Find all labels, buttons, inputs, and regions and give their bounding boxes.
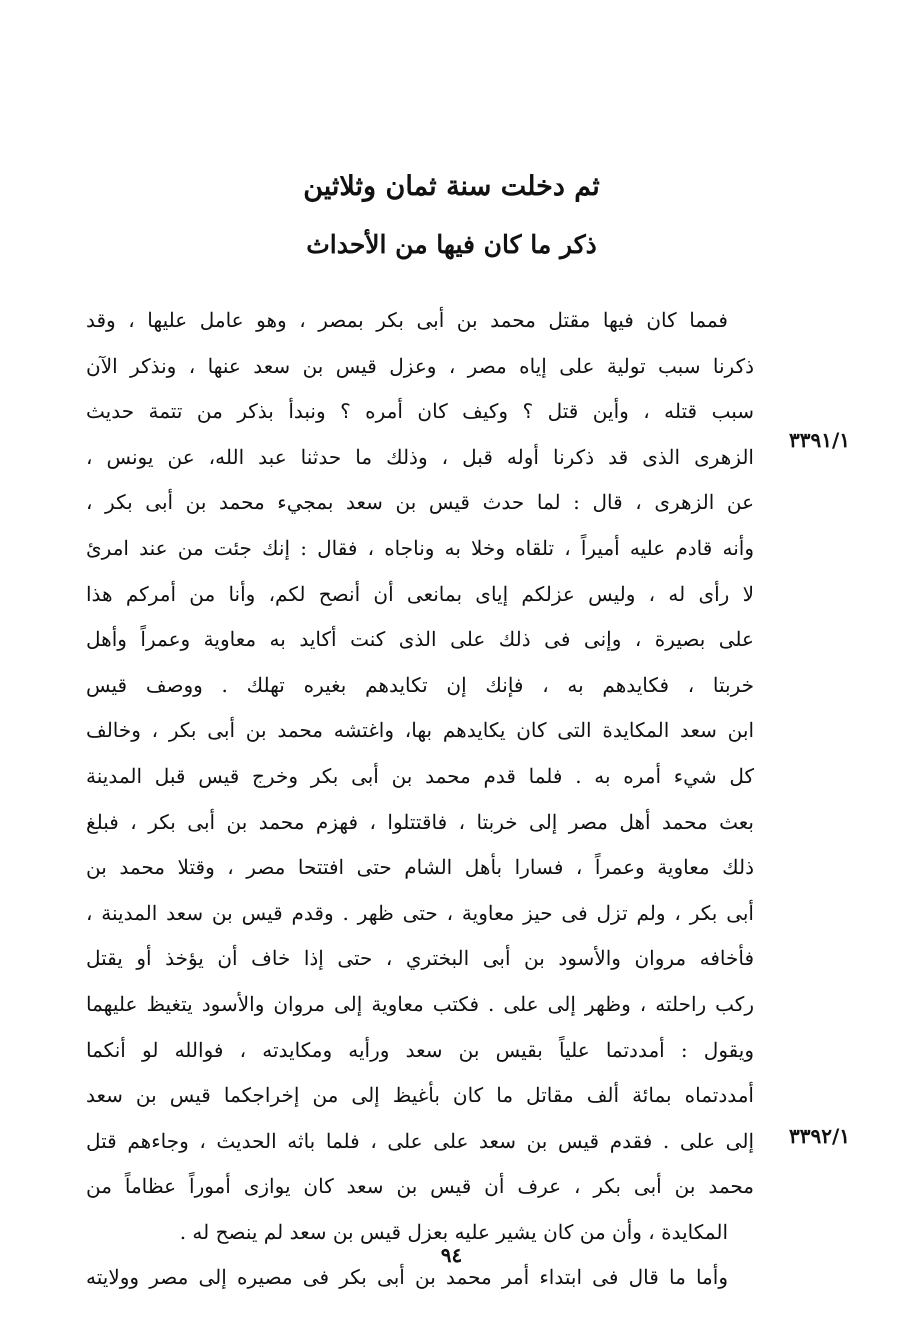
text-line: إلى على . فقدم قيس بن سعد على على ، فلما باثه الحديث ، وجاءهم قتل bbox=[86, 1128, 754, 1153]
text-line: وأما ما قال فى ابتداء أمر محمد بن أبى بكر فى مصيره إلى مصر وولايته bbox=[86, 1265, 728, 1290]
text-line: فأخافه مروان والأسود بن أبى البختري ، حتى إذا خاف أن يؤخذ أو يقتل bbox=[86, 946, 754, 971]
text-line: ركب راحلته ، وظهر إلى على . فكتب معاوية إلى مروان والأسود يتغيظ عليهما bbox=[86, 991, 754, 1016]
page-number: ٩٤ bbox=[440, 1243, 463, 1267]
section-title: ذكر ما كان فيها من الأحداث bbox=[306, 230, 597, 259]
text-line: وأنه قادم عليه أميراً ، تلقاه وخلا به وناجاه ، فقال : إنك جئت من عند امرئ bbox=[86, 535, 754, 560]
text-line: بعث محمد أهل مصر إلى خربتا ، فاقتتلوا ، فهزم محمد بن أبى بكر ، فبلغ bbox=[86, 809, 754, 834]
text-line: عن الزهرى ، قال : لما حدث قيس بن سعد بمجيء محمد بن أبى بكر ، bbox=[86, 490, 754, 515]
text-line: سبب قتله ، وأين قتل ؟ وكيف كان أمره ؟ ونبدأ بذكر من تتمة حديث bbox=[86, 399, 754, 424]
text-line: خربتا ، فكايدهم به ، فإنك إن تكايدهم بغيره تهلك . ووصف قيس bbox=[86, 672, 754, 697]
text-line: كل شيء أمره به . فلما قدم محمد بن أبى بكر وخرج قيس قبل المدينة bbox=[86, 763, 754, 788]
text-line: على بصيرة ، وإنى فى ذلك على الذى كنت أكايد به معاوية وعمراً وأهل bbox=[86, 627, 754, 652]
text-line: ذكرنا سبب تولية على إياه مصر ، وعزل قيس بن سعد عنها ، ونذكر الآن bbox=[86, 353, 754, 378]
text-line: أبى بكر ، ولم تزل فى حيز معاوية ، حتى ظهر . وقدم قيس بن سعد المدينة ، bbox=[86, 900, 754, 925]
text-line: ابن سعد المكايدة التى كان يكايدهم بها، واغتشه محمد بن أبى بكر ، وخالف bbox=[86, 718, 754, 743]
text-line: أمددتماه بمائة ألف مقاتل ما كان بأغيظ إلى من إخراجكما قيس بن سعد bbox=[86, 1083, 754, 1108]
text-line: ويقول : أمددتما علياً بقيس بن سعد ورأيه ومكايدته ، فوالله لو أنكما bbox=[86, 1037, 754, 1062]
chapter-title: ثم دخلت سنة ثمان وثلاثين bbox=[303, 171, 600, 202]
text-line: الزهرى الذى قد ذكرنا أوله قبل ، وذلك ما حدثنا عبد الله، عن يونس ، bbox=[86, 444, 754, 469]
margin-reference-2: ٣٣٩٢/١ bbox=[788, 1124, 850, 1148]
text-line: محمد بن أبى بكر ، عرف أن قيس بن سعد كان يوازى أموراً عظاماً من bbox=[86, 1174, 754, 1199]
text-line: لا رأى له ، وليس عزلكم إياى بمانعى أن أنصح لكم، وأنا من أمركم هذا bbox=[86, 581, 754, 606]
text-line: المكايدة ، وأن من كان يشير عليه بعزل قيس بن سعد لم ينصح له . bbox=[179, 1219, 728, 1244]
margin-reference-1: ٣٣٩١/١ bbox=[788, 428, 850, 452]
body-text bbox=[86, 298, 754, 1301]
text-line: ذلك معاوية وعمراً ، فسارا بأهل الشام حتى افتتحا مصر ، وقتلا محمد بن bbox=[86, 855, 754, 880]
text-line: فمما كان فيها مقتل محمد بن أبى بكر بمصر ، وهو عامل عليها ، وقد bbox=[86, 308, 728, 332]
